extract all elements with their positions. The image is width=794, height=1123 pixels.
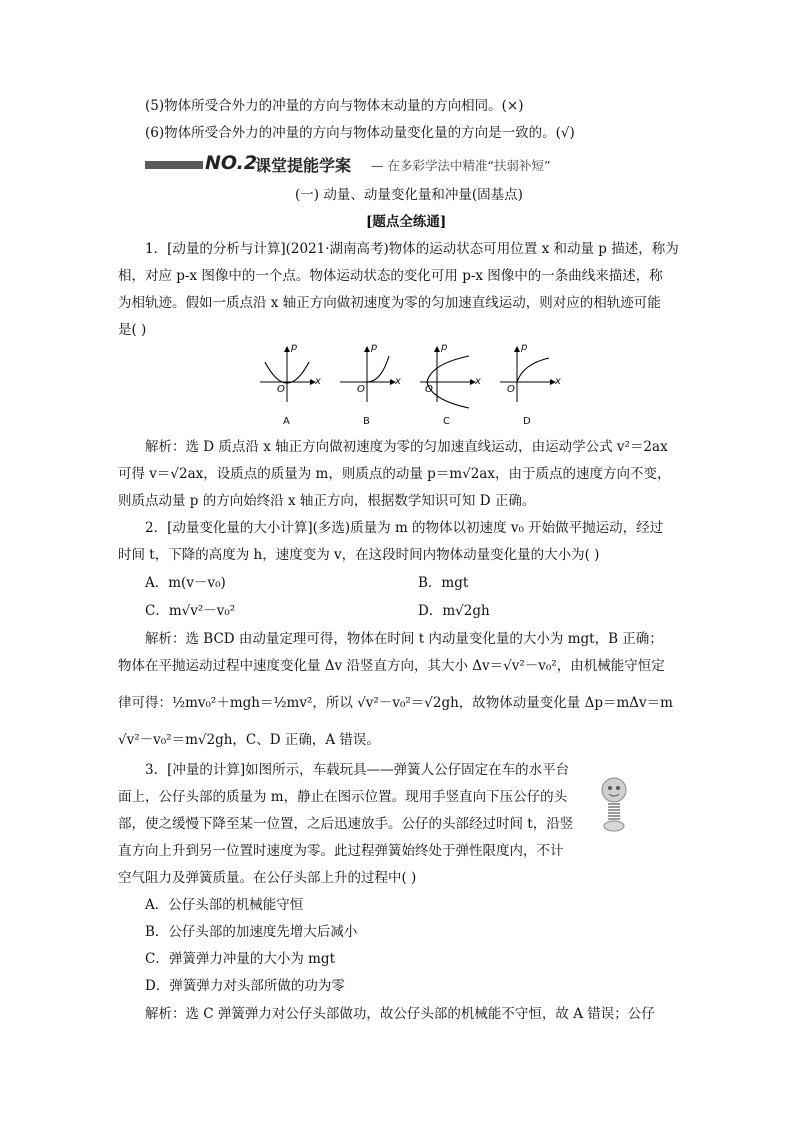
- q1-analysis-3: 则质点动量 p 的方向始终沿 x 轴正方向，根据数学知识可知 D 正确。: [118, 493, 536, 509]
- q2-analysis-4: √v²－v₀²＝m√2gh，C、D 正确，A 错误。: [118, 732, 380, 748]
- q1-line-3: 为相轨迹。假如一质点沿 x 轴正方向做初速度为零的匀加速直线运动，则对应的相轨迹可能: [118, 295, 661, 311]
- graph-label-d: D: [523, 416, 531, 427]
- graph-label-c: C: [443, 416, 450, 427]
- q2-option-c: C．m√v²－v₀²: [145, 603, 236, 619]
- q3-option-a: A．公仔头部的机械能守恒: [145, 897, 304, 913]
- graph-b: [340, 347, 395, 402]
- q3-line-4: 直方向上升到另一位置时速度为零。此过程弹簧始终处于弹性限度内，不计: [118, 843, 564, 859]
- origin-b: O: [357, 384, 365, 395]
- axis-p-b: p: [371, 342, 378, 353]
- q2-line-2: 时间 t，下降的高度为 h，速度变为 v，在这段时间内物体动量变化量的大小为( ): [118, 547, 600, 563]
- q3-line-2: 面上，公仔头部的质量为 m，静止在图示位置。现用手竖直向下压公仔的头: [118, 789, 568, 805]
- axis-p-c: p: [441, 342, 448, 353]
- curve-b: [367, 356, 389, 382]
- phase-trajectory-graphs: [255, 342, 565, 432]
- axis-p-d: p: [521, 342, 528, 353]
- banner-number: NO.2: [205, 152, 258, 174]
- q3-line-3: 部，使之缓慢下降至某一位置，之后迅速放手。公仔的头部经过时间 t，沿竖: [118, 816, 574, 832]
- axis-x-a: x: [315, 376, 321, 387]
- axis-x-b: x: [395, 376, 401, 387]
- q3-option-b: B．公仔头部的加速度先增大后减小: [145, 924, 358, 940]
- origin-c: O: [425, 384, 433, 395]
- statement-6: (6)物体所受合外力的冲量的方向与物体动量变化量的方向是一致的。(√): [145, 125, 575, 141]
- banner-title: 课堂提能学案: [255, 156, 352, 175]
- graph-a: [260, 347, 315, 402]
- q2-option-b: B．mgt: [418, 575, 469, 591]
- axis-p-a: p: [291, 342, 298, 353]
- spring-doll-svg: [596, 776, 632, 834]
- graph-label-a: A: [283, 416, 290, 427]
- q3-option-d: D．弹簧弹力对头部所做的功为零: [145, 978, 345, 994]
- q2-analysis-2: 物体在平抛运动过程中速度变化量 Δv 沿竖直方向，其大小 Δv＝√v²－v₀²，由机械能守恒定: [118, 658, 665, 674]
- q3-analysis-1: 解析：选 C 弹簧弹力对公仔头部做功，故公仔头部的机械能不守恒，故 A 错误；公仔: [145, 1006, 655, 1022]
- q1-line-2: 相，对应 p-x 图像中的一个点。物体运动状态的变化可用 p-x 图像中的一条曲线来描述，称: [118, 268, 663, 284]
- statement-5: (5)物体所受合外力的冲量的方向与物体末动量的方向相同。(×): [145, 98, 524, 114]
- q3-line-1: 3．[冲量的计算]如图所示，车载玩具——弹簧人公仔固定在车的水平台: [145, 762, 570, 778]
- q2-analysis-1: 解析：选 BCD 由动量定理可得，物体在时间 t 内动量变化量的大小为 mgt，B 正确；: [145, 631, 663, 647]
- q3-option-c: C．弹簧弹力冲量的大小为 mgt: [145, 951, 335, 967]
- graph-label-b: B: [363, 416, 370, 427]
- section-banner: [145, 152, 645, 178]
- q1-analysis-1: 解析：选 D 质点沿 x 轴正方向做初速度为零的匀加速直线运动，由运动学公式 v²＝2ax: [145, 439, 668, 455]
- axis-x-d: x: [555, 376, 561, 387]
- spring-doll-illustration: [596, 776, 632, 834]
- graph-c: [420, 347, 475, 408]
- section-title: (一) 动量、动量变化量和冲量(固基点): [295, 187, 523, 203]
- q1-line-4: 是( ): [118, 322, 147, 338]
- q1-line-1: 1．[动量的分析与计算](2021·湖南高考)物体的运动状态可用位置 x 和动量 p 描述，称为: [145, 241, 679, 257]
- q2-option-d: D．m√2gh: [418, 603, 490, 619]
- q2-line-1: 2．[动量变化量的大小计算](多选)质量为 m 的物体以初速度 v₀ 开始做平抛运动，经过: [145, 520, 664, 536]
- origin-a: O: [277, 384, 285, 395]
- banner-subtitle: — 在多彩学法中精准“扶弱补短”: [371, 158, 551, 173]
- subsection-title: [题点全练通]: [366, 214, 447, 230]
- banner-bar: [145, 161, 203, 169]
- origin-d: O: [507, 384, 515, 395]
- q2-analysis-3: 律可得：½mv₀²＋mgh＝½mv²，所以 √v²－v₀²＝√2gh，故物体动量变化量 Δp＝mΔv＝m: [118, 695, 673, 711]
- graphs-svg: [255, 342, 565, 432]
- axis-x-c: x: [475, 376, 481, 387]
- q2-option-a: A．m(v－v₀): [145, 575, 226, 591]
- q3-line-5: 空气阻力及弹簧质量。在公仔头部上升的过程中( ): [118, 870, 417, 886]
- curve-d: [517, 358, 549, 382]
- q1-analysis-2: 可得 v＝√2ax，设质点的质量为 m，则质点的动量 p＝m√2ax，由于质点的速度方向不变，: [118, 466, 671, 482]
